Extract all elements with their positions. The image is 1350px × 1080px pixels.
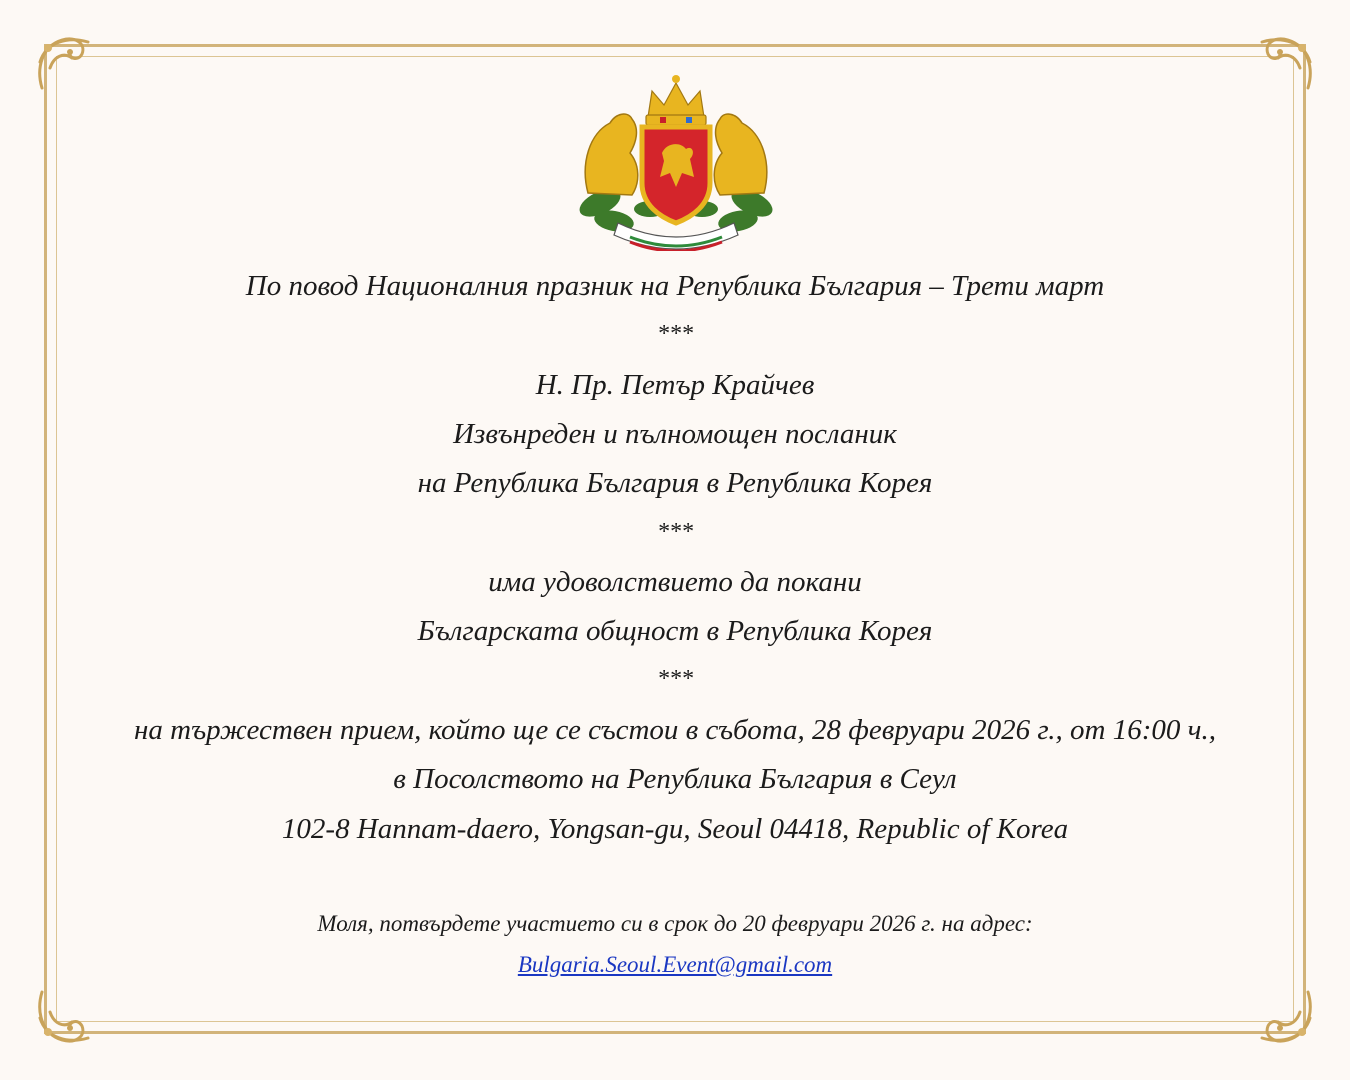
pleasure-text: има удоволствието да покани: [488, 566, 862, 598]
ornament-corner-icon: [28, 972, 108, 1052]
event-details: на тържествен прием, който ще се състои в събота, 28 февруари 2026 г., от 16:00 ч.,: [134, 714, 1216, 746]
host-country: на Република България в Република Корея: [417, 467, 933, 499]
occasion-text: По повод Националния празник на Република България – Трети март: [245, 270, 1105, 302]
coat-of-arms-icon: [570, 73, 782, 251]
venue-text: в Посолството на Република България в Сеул: [393, 763, 957, 795]
host-title: Извънреден и пълномощен посланик: [453, 418, 897, 450]
guests-text: Българската общност в Република Корея: [417, 615, 933, 647]
separator: ***: [657, 666, 693, 692]
separator: ***: [657, 321, 693, 347]
rsvp-email-link[interactable]: Bulgaria.Seoul.Event@gmail.com: [517, 952, 833, 977]
rsvp-email-wrap: [0, 952, 1350, 978]
ornament-corner-icon: [1242, 28, 1322, 108]
ornament-corner-icon: [1242, 972, 1322, 1052]
ornament-corner-icon: [28, 28, 108, 108]
rsvp-note: Моля, потвърдете участието си в срок до 20 февруари 2026 г. на адрес:: [317, 911, 1033, 936]
separator: ***: [657, 519, 693, 545]
host-name: Н. Пр. Петър Крайчев: [535, 369, 815, 401]
address-text: 102-8 Hannam-daero, Yongsan-gu, Seoul 04418, Republic of Korea: [281, 813, 1069, 845]
